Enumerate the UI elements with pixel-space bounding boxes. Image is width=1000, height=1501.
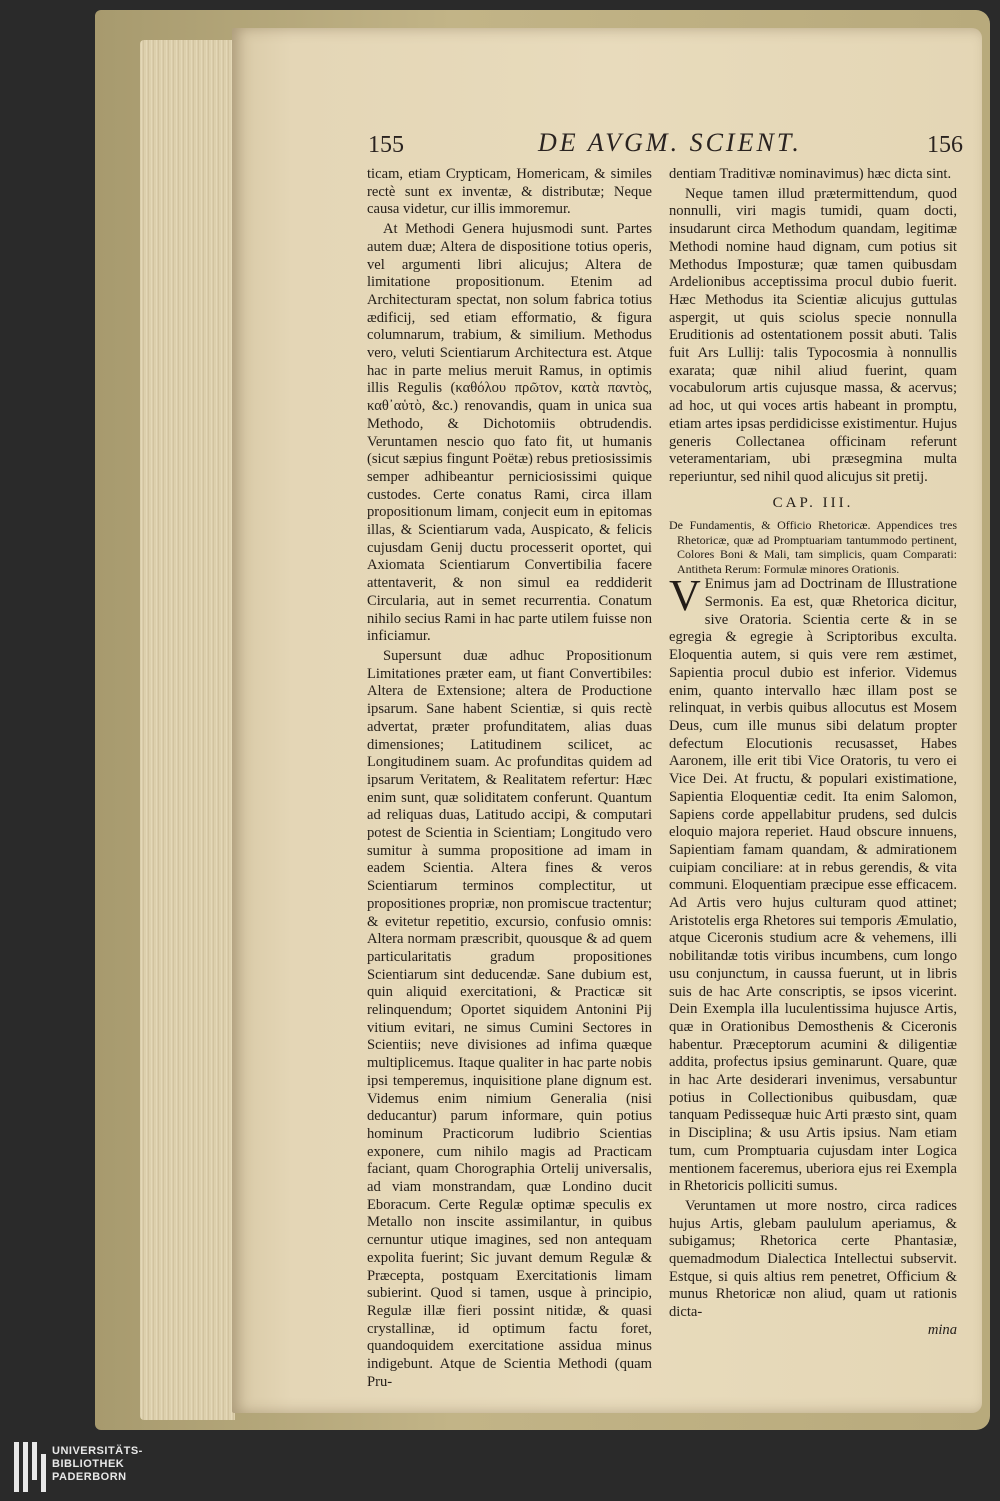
chapter-opening-paragraph [669,571,957,1196]
page-header [368,128,963,162]
left-column [367,166,652,1392]
page-number-right: 156 [927,132,963,158]
running-title: DE AVGM. SCIENT. [538,128,802,157]
logo-line: UNIVERSITÄTS- [52,1445,143,1457]
paragraph: Neque tamen illud prætermittendum, quod nonnulli, viri magis tumidi, quam docti, insudarunt circa Methodum quandam, legitimæ Methodi nomine haud dignam, cum potius sit Methodus Imposturæ; quæ tamen quibusdam Ardelionibus acceptissima procul dubio fuerit. Hæc Methodus ita Scientiæ alicujus guttulas aspergit, ut quis sciolus specie nonnulla Eruditionis ad ostentationem possit abuti. Talis fuit Ars Lullij: talis Typocosmia à nonnullis exarata; quæ nihil aliud fuerint, quam vocabulorum artis cujusque massa, & acervus; ad hoc, ut qui voces artis habeant in promptu, etiam artes ipsas perdidicisse existimentur. Hujus generis Collectanea officinam referunt veteramentariam, ubi præsegmina multa reperiuntur, sed nihil quod alicujus sit pretij. [669,185,957,485]
page-edges [140,40,235,1420]
paragraph: Veruntamen ut more nostro, circa radices hujus Artis, glebam paululum aperiamus, & subigamus; Rhetorica certe Phantasiæ, quemadmodum Dialectica Intellectui subservit. Estque, si quis altius rem penetret, Officium & munus Rhetoricæ non aliud, quam ut rationis dicta- [669,1197,957,1321]
catchword: mina [927,1321,957,1338]
drop-cap: V [669,571,701,621]
logo-line: BIBLIOTHEK [52,1458,125,1470]
logo-line: PADERBORN [52,1471,127,1483]
library-logo-text [52,1445,143,1484]
chapter-heading: CAP. III. [772,494,854,511]
chapter-summary: De Fundamentis, & Officio Rhetoricæ. Appendices tres Rhetoricæ, quæ ad Promptuariam tantummodo pertinent, Colores Boni & Mali, tam simplicis, quam Comparati: Antitheta Rerum: Formulæ minores Orationis. [669,518,957,576]
right-column [669,166,957,1340]
page-number-left: 155 [368,132,404,158]
paragraph-text: Enimus jam ad Doctrinam de Illustratione Sermonis. Ea est, quæ Rhetorica dicitur, sive Oratoria. Scientia certe & in se egregia & egregie à Scriptoribus exculta. Eloquentia autem, si quis vere rem æstimet, Sapientia procul dubio est inferior. Videmus enim, quanto intervallo hæc illam post se relinquat, in verbis quibus allocutus est Mosem Deus, cum ille munus sibi delatum propter defectum Elocutionis recusasset, Habes Aaronem, ille erit tibi Vice Oratoris, tu vero ei Vice Dei. At fructu, & populari existimatione, Sapientia Eloquentiæ cedit. Ita enim Salomon, Sapiens corde appellabitur prudens, sed dulcis eloquio majora reperiet. Haud obscure innuens, Sapientiam famam quandam, & admirationem cuipiam conciliare: at in rebus gerendis, & vita communi. Eloquentiam præcipue esse efficacem. Ad Artis vero hujus culturam quod attinet; Aristotelis erga Rhetores sui temporis Æmulatio, atque Ciceronis studium acre & vehemens, illi nobilitandæ totis viribus incumbens, cum longo usu conjunctum, in caussa fuerunt, ut in libris suis de hac Arte conscriptis, se ipsos vicerint. Dein Exempla illa luculentissima hujusce Artis, quæ in Orationibus Demosthenis & Ciceronis habentur. Præceptorum acumini & diligentiæ addita, profectus ipsius geminarunt. Quare, quæ in hac Arte desiderari invenimus, versabuntur potius in Collectionibus quibusdam, quæ tanquam Pedissequæ huic Arti præsto sint, quam in Disciplina; & usu Artis ipsius. Nam etiam tum, cum Promptuaria cujusdam inter Logica mentionem faceremus, uberiora ejus rei Exempla in Rhetoricis polliciti sumus. [669,576,957,1195]
paragraph: At Methodi Genera hujusmodi sunt. Partes autem duæ; Altera de dispositione totius operis, vel argumenti libri alicujus; Altera de limitatione propositionum. Etenim ad Architecturam spectat, non solum fabrica totius ædificij, sed etiam efformatio, & figura columnarum, trabium, & similium. Methodus vero, veluti Scientiarum Architectura est. Atque hac in parte melius meruit Ramus, in optimis illis Regulis (καθόλου πρῶτον, κατὰ παντὸς, καθ᾽αὑτὸ, &c.) renovandis, quam in unica sua Methodo, & Dichotomiis obtrudendis. Veruntamen nescio quo fato fit, ut humanis (sicut sæpius fingunt Poëtæ) rebus pretiosissimis semper adhibeantur perniciosissimi quique custodes. Certe conatus Rami, circa illam propositionum limam, conjecit eum in epitomas illas, & Scientiarum vada, Auspicato, & felicis cujusdam Genij ductu processerit oportet, qui Axiomata Scientiarum Convertibilia facere attentaverit, & non simul ea reddiderit Circularia, aut in semet recurrentia. Conatum nihilo secius Rami in hac parte utilem fuisse non inficiamur. [367,221,652,645]
paragraph: ticam, etiam Crypticam, Homericam, & similes rectè sunt ex inventæ, & distributæ; Neque causa videtur, cur illis immoremur. [367,166,652,218]
paragraph: Supersunt duæ adhuc Propositionum Limitationes præter eam, ut fiant Convertibiles: Altera de Extensione; altera de Productione ipsarum. Sane habent Scientiæ, si quis rectè advertat, præter profunditatem, alias duas dimensiones; Latitudinem scilicet, ac Longitudinem suam. Ac profunditas quidem ad ipsarum Veritatem, & Realitatem refertur: Hæc enim sunt, quæ soliditatem conferunt. Quantum ad reliquas duas, Latitudo accipi, & computari potest de Scientia in Scientiam; Longitudo vero sumitur à summa propositione ad imam in eadem Scientia. Altera fines & veros Scientiarum terminos complectitur, ut propositiones propriæ, non promiscue tractentur; & evitetur repetitio, excursio, confusio omnis: Altera normam præscribit, quousque & ad quem particularitatis gradum propositiones Scientiarum sint deducendæ. Sane dubium est, quin aliquid exercitationi, & Practicæ sit relinquendum; Oportet siquidem Antonini Pij vitium evitari, ne simus Cumini Sectores in Scientiis; neve divisiones ad infima quæque multiplicemus. Itaque qualiter in hac parte nobis ipsi temperemus, inquisitione plane dignum est. Videmus enim nimium Generalia (nisi deducantur) parum informare, quin potius hominum Practicorum ludibrio Scientias exponere, cum nihilo magis ad Practicam faciant, quam Chorographia Ortelij universalis, ad viam monstrandam, quæ Londino ducit Eboracum. Certe Regulæ optimæ speculis ex Metallo non inscite assimilantur, in quibus cernuntur utique imagines, sed non antequam expolita fuerint; Sic juvant demum Regulæ & Præcepta, postquam Exercitationis limam subierint. Quod si tamen, usque à principio, Regulæ illæ fieri possint nitidæ, & quasi crystallinæ, id optimum factu foret, quandoquidem exercitatione assidua minus indigebunt. Atque de Scientia Methodi (quam Pru- [367,647,652,1390]
paragraph: dentiam Traditivæ nominavimus) hæc dicta sint. [669,166,952,182]
